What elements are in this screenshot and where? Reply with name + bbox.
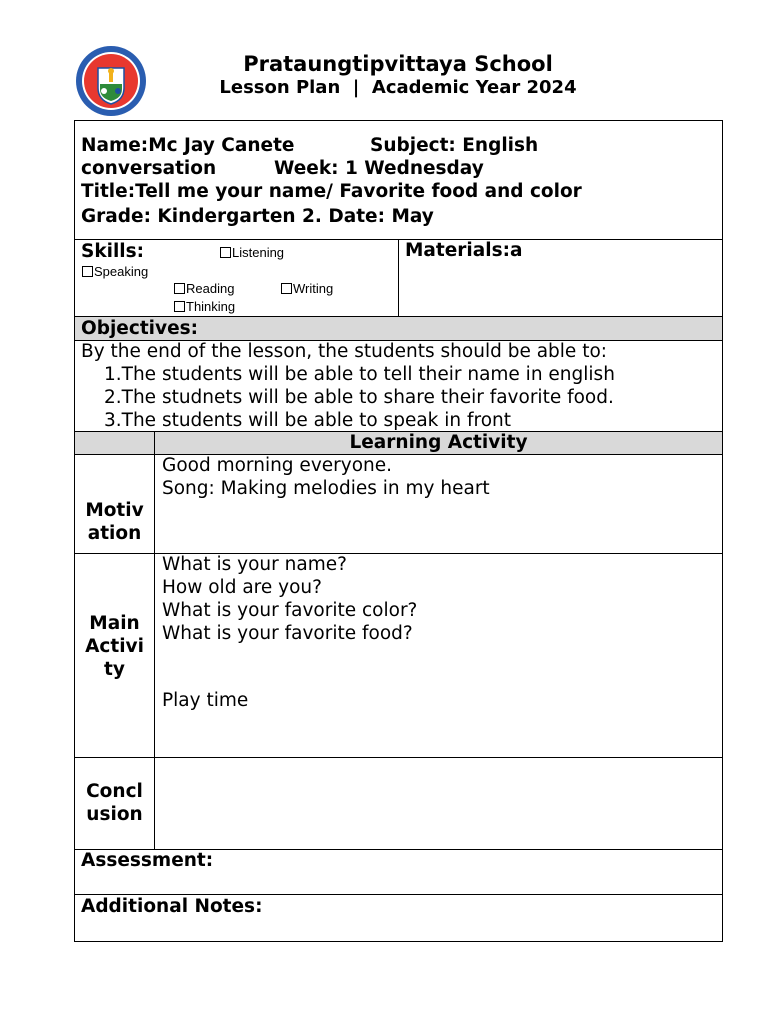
skill-thinking[interactable] <box>174 299 235 315</box>
skill-label: Reading <box>186 281 235 296</box>
play-time: Play time <box>162 690 249 711</box>
motivation-line: Song: Making melodies in my heart <box>162 478 490 499</box>
divider <box>398 239 399 317</box>
objective-text: The students will be able to speak in front <box>121 410 512 431</box>
learning-activity-header: Learning Activity <box>349 432 528 453</box>
checkbox-icon[interactable] <box>174 301 185 312</box>
grade-and-date: Grade: Kindergarten 2. Date: May <box>81 206 434 227</box>
subject-continued: conversation <box>81 158 217 179</box>
objective-text: The students will be able to tell their name in english <box>121 364 615 385</box>
list-number: 3. <box>104 410 122 431</box>
objectives-list <box>104 363 615 432</box>
main-activity-line: What is your favorite color? <box>162 600 418 621</box>
main-activity-line: What is your name? <box>162 554 347 575</box>
objectives-intro: By the end of the lesson, the students should be able to: <box>81 341 607 362</box>
school-logo-icon <box>74 44 148 118</box>
main-activity-line: How old are you? <box>162 577 322 598</box>
list-number: 2. <box>104 387 122 408</box>
assessment-label: Assessment: <box>81 850 214 871</box>
motivation-line: Good morning everyone. <box>162 455 393 476</box>
motivation-label: Motiv ation <box>85 500 144 544</box>
lesson-plan-subtitle: Lesson Plan | Academic Year 2024 <box>219 77 577 98</box>
school-name: Prataungtipvittaya School <box>243 52 553 76</box>
skill-listening[interactable] <box>220 245 284 261</box>
list-item <box>104 409 615 432</box>
checkbox-icon[interactable] <box>174 283 185 294</box>
additional-notes-label: Additional Notes: <box>81 896 263 917</box>
list-number: 1. <box>104 364 122 385</box>
conclusion-label: Concl usion <box>86 781 143 825</box>
skill-label: Speaking <box>94 264 149 279</box>
checkbox-icon[interactable] <box>220 247 231 258</box>
checkbox-icon[interactable] <box>82 266 93 277</box>
divider <box>154 431 155 849</box>
skill-label: Thinking <box>186 299 236 314</box>
objective-text: The studnets will be able to share their favorite food. <box>121 387 614 408</box>
skill-label: Writing <box>293 281 334 296</box>
skill-writing[interactable] <box>281 281 333 297</box>
divider <box>74 757 722 758</box>
main-activity-label: Main Activi ty <box>85 613 144 680</box>
teacher-name: Name:Mc Jay Canete <box>81 135 295 156</box>
week: Week: 1 Wednesday <box>274 158 484 179</box>
main-activity-line: What is your favorite food? <box>162 623 413 644</box>
skills-label: Skills: <box>81 241 145 262</box>
objectives-label: Objectives: <box>81 318 199 339</box>
lesson-title: Title:Tell me your name/ Favorite food and color <box>81 181 582 202</box>
subject: Subject: English <box>370 135 539 156</box>
skill-reading[interactable] <box>174 281 234 297</box>
skill-label: Listening <box>232 245 285 260</box>
list-item <box>104 386 615 409</box>
checkbox-icon[interactable] <box>281 283 292 294</box>
list-item <box>104 363 615 386</box>
skill-speaking[interactable] <box>82 264 148 280</box>
materials-label: Materials:a <box>405 240 523 261</box>
